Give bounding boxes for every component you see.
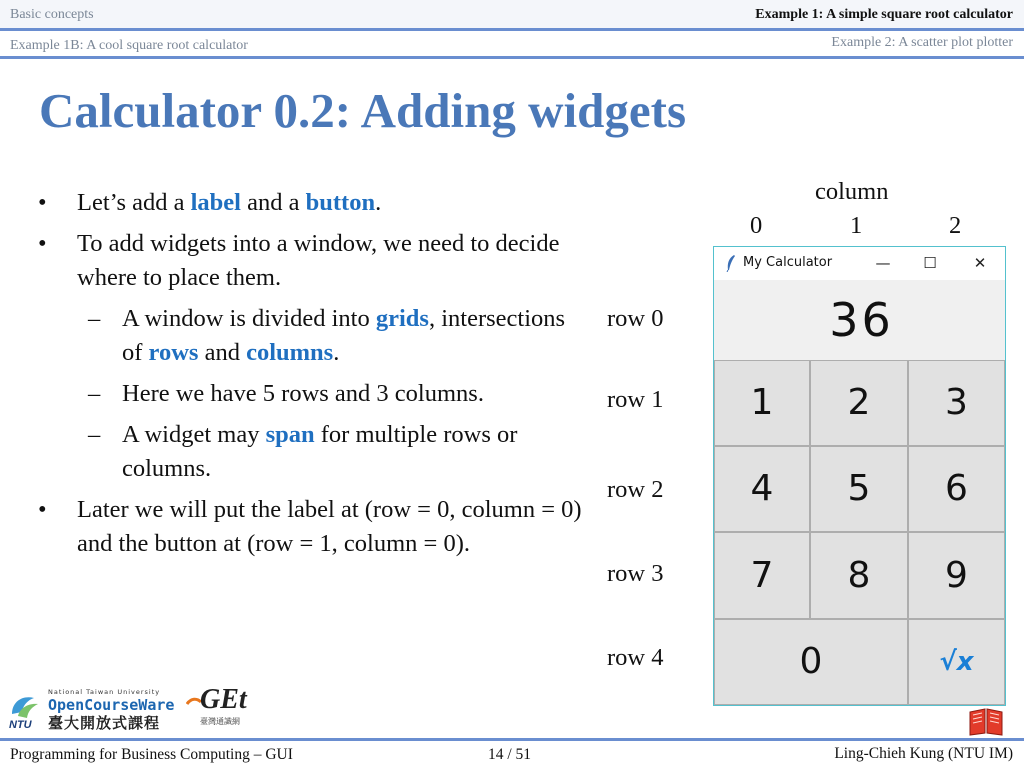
nav-link-basic-concepts[interactable]: Basic concepts xyxy=(10,7,94,22)
digit-7-button[interactable]: 7 xyxy=(714,532,810,619)
bullet-text: . xyxy=(375,189,382,216)
sub-bullet-marker: – xyxy=(88,380,101,407)
keyword-label: label xyxy=(190,189,241,216)
get-logo xyxy=(186,680,252,732)
footer-page-number: 14 / 51 xyxy=(488,746,532,763)
bullet-text: , intersections of xyxy=(122,305,566,366)
row-label-3: row 3 xyxy=(607,560,664,587)
digit-1-button[interactable]: 1 xyxy=(714,360,810,446)
sub-bullet-item xyxy=(30,377,590,411)
calculator-display-label: 36 xyxy=(718,282,1005,358)
ntu-mark-text: NTU xyxy=(9,719,32,730)
bullet-marker: • xyxy=(38,496,47,523)
window-titlebar[interactable] xyxy=(714,247,1005,280)
bullet-text: To add widgets into a window, we need to decide where to place them. xyxy=(77,230,560,291)
nav-divider xyxy=(0,56,1024,59)
bullet-text: Here we have 5 rows and 3 columns. xyxy=(122,380,484,407)
footer-author: Ling-Chieh Kung (NTU IM) xyxy=(834,745,1013,762)
digit-2-button[interactable]: 2 xyxy=(810,360,908,446)
digit-8-button[interactable]: 8 xyxy=(810,532,908,619)
column-heading: column xyxy=(815,178,889,205)
ntu-logo-icon xyxy=(8,692,44,730)
close-icon[interactable]: ✕ xyxy=(973,254,987,272)
square-root-button[interactable]: √x xyxy=(908,619,1005,705)
minimize-icon[interactable]: — xyxy=(875,254,891,272)
digit-0-button[interactable]: 0 xyxy=(714,619,908,705)
row-label-0: row 0 xyxy=(607,305,664,332)
bullet-text: for multiple rows or columns. xyxy=(122,421,518,482)
calculator-window xyxy=(713,246,1006,706)
row-label-1: row 1 xyxy=(607,386,664,413)
bullet-text: . xyxy=(333,339,340,366)
digit-3-button[interactable]: 3 xyxy=(908,360,1005,446)
bullet-list xyxy=(30,186,590,568)
bullet-text: and a xyxy=(241,189,306,216)
keyword-grids: grids xyxy=(375,305,429,332)
row-label-4: row 4 xyxy=(607,644,664,671)
bullet-text: and xyxy=(198,339,247,366)
slide-title: Calculator 0.2: Adding widgets xyxy=(39,83,687,138)
column-label-0: 0 xyxy=(750,212,763,239)
keyword-span: span xyxy=(265,421,315,448)
ntu-university-name: National Taiwan University xyxy=(48,688,161,696)
nav-link-example-1b[interactable]: Example 1B: A cool square root calculator xyxy=(10,38,248,53)
bullet-text: A widget may xyxy=(122,421,266,448)
bullet-item xyxy=(30,227,590,295)
column-label-2: 2 xyxy=(949,212,962,239)
nav-bar-second xyxy=(0,31,1024,59)
digit-4-button[interactable]: 4 xyxy=(714,446,810,532)
get-wordmark: GEt xyxy=(200,684,247,715)
get-chinese: 臺灣通識網 xyxy=(200,717,240,726)
sub-bullet-item xyxy=(30,418,590,486)
digit-6-button[interactable]: 6 xyxy=(908,446,1005,532)
bullet-text: A window is divided into xyxy=(122,305,376,332)
keyword-rows: rows xyxy=(148,339,199,366)
bullet-text: Let’s add a xyxy=(77,189,191,216)
nav-bar-top xyxy=(0,0,1024,30)
ntu-ocw-wordmark: OpenCourseWare xyxy=(48,696,175,714)
book-icon[interactable] xyxy=(968,706,1004,736)
column-label-1: 1 xyxy=(850,212,863,239)
nav-link-example-2[interactable]: Example 2: A scatter plot plotter xyxy=(831,35,1013,50)
sub-bullet-marker: – xyxy=(88,421,101,448)
bullet-marker: • xyxy=(38,189,47,216)
window-title: My Calculator xyxy=(743,255,833,270)
footer xyxy=(0,741,1024,768)
nav-link-example-1[interactable]: Example 1: A simple square root calculator xyxy=(755,7,1013,22)
bullet-item xyxy=(30,493,590,561)
bullet-item xyxy=(30,186,590,220)
row-label-2: row 2 xyxy=(607,476,664,503)
ntu-opencourseware-logo xyxy=(8,688,190,732)
bullet-text: Later we will put the label at (row = 0, column = 0) and the button at (row = 1, column = 0). xyxy=(77,496,582,557)
feather-icon xyxy=(726,254,736,272)
ntu-ocw-chinese: 臺大開放式課程 xyxy=(48,714,161,732)
bullet-marker: • xyxy=(38,230,47,257)
keyword-button: button xyxy=(305,189,376,216)
sub-bullet-marker: – xyxy=(88,305,101,332)
sub-bullet-item xyxy=(30,302,590,370)
digit-9-button[interactable]: 9 xyxy=(908,532,1005,619)
footer-course-title: Programming for Business Computing – GUI xyxy=(10,746,293,763)
keyword-columns: columns xyxy=(246,339,334,366)
digit-5-button[interactable]: 5 xyxy=(810,446,908,532)
maximize-icon[interactable]: ☐ xyxy=(923,254,937,272)
